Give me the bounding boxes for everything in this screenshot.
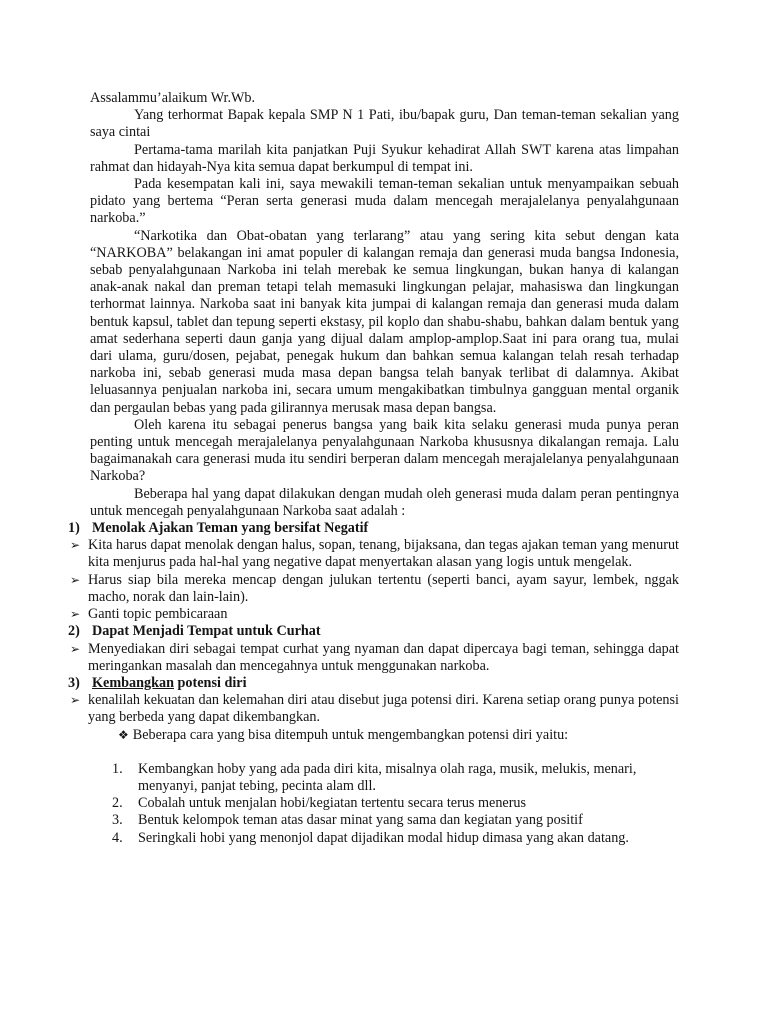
arrow-bullet-icon: ➢ (70, 538, 81, 553)
list-number: 4. (112, 829, 123, 846)
section-title (92, 675, 247, 692)
sub-bullet-text: Beberapa cara yang bisa ditempuh untuk mengembangkan potensi diri yaitu: (132, 726, 569, 743)
paragraph-role: Oleh karena itu sebagai penerus bangsa yang baik kita selaku generasi muda punya peran penting untuk mencegah merajalelanya penyalahgunaan Narkoba khususnya dikalangan remaja. Lalu bagaimanakah cara generasi muda itu sendiri berperan dalam mencegah merajalelanya penyalahgunaan Narkoba? (90, 416, 679, 485)
section-heading-3 (68, 675, 768, 692)
bullet-item (70, 537, 679, 571)
list-text: Seringkali hobi yang menonjol dapat dijadikan modal hidup dimasa yang akan datang. (138, 829, 629, 846)
list-number: 2. (112, 795, 123, 812)
list-item (112, 812, 679, 829)
bullet-text: Menyediakan diri sebagai tempat curhat yang nyaman dan dapat dipercaya bagi teman, sehingga dapat meringankan masalah dan mencegahnya untuk menggunakan narkoba. (88, 640, 679, 674)
sub-bullet-item (118, 727, 679, 744)
section-number: 1) (68, 520, 80, 537)
list-number: 3. (112, 812, 123, 829)
list-text: Cobalah untuk menjalan hobi/kegiatan tertentu secara terus menerus (138, 795, 527, 812)
section-heading-1 (68, 520, 768, 537)
bullet-item (70, 606, 679, 623)
paragraph-narkoba: “Narkotika dan Obat-obatan yang terlarang” atau yang sering kita sebut dengan kata “NARKOBA” belakangan ini amat populer di kalangan remaja dan generasi muda bangsa Indonesia, sebab penyalahgunaan Narkoba ini telah merebak ke semua lingkungan, bukan hanya di kalangan anak-anak nakal dan preman tetapi telah memasuki lingkungan pelajar, mahasiswa dan lingkungan terhormat lainnya. Narkoba saat ini banyak kita jumpai di kalangan remaja dan generasi muda dalam bentuk kapsul, tablet dan tepung seperti ekstasy, pil koplo dan shabu-shabu, bahkan dalam bentuk yang amat sederhana seperti daun ganja yang dijual dalam amplop-amplop.Saat ini para orang tua, mulai dari ulama, guru/dosen, pejabat, penegak hukum dan bahkan semua kalangan telah resah terhadap narkoba ini, sebab generasi muda masa depan bangsa telah banyak terlibat di dalamnya. Akibat leluasannya penjualan narkoba ini, secara umum mengakibatkan timbulnya gangguan mental organik dan pergaulan bebas yang pada gilirannya merusak masa depan bangsa. (90, 227, 679, 416)
arrow-bullet-icon: ➢ (70, 607, 81, 622)
bullet-text: Harus siap bila mereka mencap dengan julukan tertentu (seperti banci, ayam sayur, lembek, nggak macho, norak dan lain-lain). (88, 571, 679, 605)
bullet-text: Kita harus dapat menolak dengan halus, sopan, tenang, bijaksana, dan tegas ajakan teman yang menurut kita menjurus pada hal-hal yang negative dapat menyertakan alasan yang logis untuk mengelak. (88, 537, 679, 571)
list-text: Bentuk kelompok teman atas dasar minat yang sama dan kegiatan yang positif (138, 812, 583, 829)
spacer (0, 744, 768, 761)
arrow-bullet-icon: ➢ (70, 693, 81, 708)
bullet-item (70, 641, 679, 675)
bullet-text: Ganti topic pembicaraan (88, 606, 228, 623)
bullet-item (70, 572, 679, 606)
section-heading-2 (68, 623, 768, 640)
diamond-bullet-icon: ❖ (118, 727, 129, 742)
paragraph-theme: Pada kesempatan kali ini, saya mewakili teman-teman sekalian untuk menyampaikan sebuah pidato yang bertema “Peran serta generasi muda dalam mencegah merajalelanya penyalahgunaan narkoba.” (90, 176, 679, 227)
paragraph-salutation: Yang terhormat Bapak kepala SMP N 1 Pati, ibu/bapak guru, Dan teman-teman sekalian yang saya cintai (90, 107, 679, 141)
section-title-rest: potensi diri (174, 674, 247, 691)
greeting: Assalammu’alaikum Wr.Wb. (90, 90, 256, 106)
section-title: Menolak Ajakan Teman yang bersifat Negatif (92, 520, 369, 537)
arrow-bullet-icon: ➢ (70, 641, 81, 656)
list-number: 1. (112, 760, 123, 777)
list-item (112, 761, 679, 795)
section-title: Dapat Menjadi Tempat untuk Curhat (92, 623, 321, 640)
list-text: Kembangkan hoby yang ada pada diri kita, misalnya olah raga, musik, melukis, menari, menyanyi, panjat tebing, pecinta alam dll. (138, 760, 637, 794)
paragraph-gratitude: Pertama-tama marilah kita panjatkan Puji Syukur kehadirat Allah SWT karena atas limpahan rahmat dan hidayah-Nya kita semua dapat berkumpul di tempat ini. (90, 141, 679, 175)
paragraph-intro-list: Beberapa hal yang dapat dilakukan dengan mudah oleh generasi muda dalam peran pentingnya untuk mencegah penyalahgunaan Narkoba saat adalah : (90, 485, 679, 519)
section-title-underlined: Kembangkan (92, 674, 174, 691)
bullet-text: kenalilah kekuatan dan kelemahan diri atau disebut juga potensi diri. Karena setiap orang punya potensi yang berbeda yang dapat dikembangkan. (88, 692, 679, 726)
numbered-list (112, 761, 679, 847)
document-body (0, 90, 768, 847)
bullet-item (70, 692, 679, 726)
list-item (112, 830, 679, 847)
section-number: 2) (68, 623, 80, 640)
list-item (112, 795, 679, 812)
section-number: 3) (68, 674, 80, 691)
arrow-bullet-icon: ➢ (70, 572, 81, 587)
